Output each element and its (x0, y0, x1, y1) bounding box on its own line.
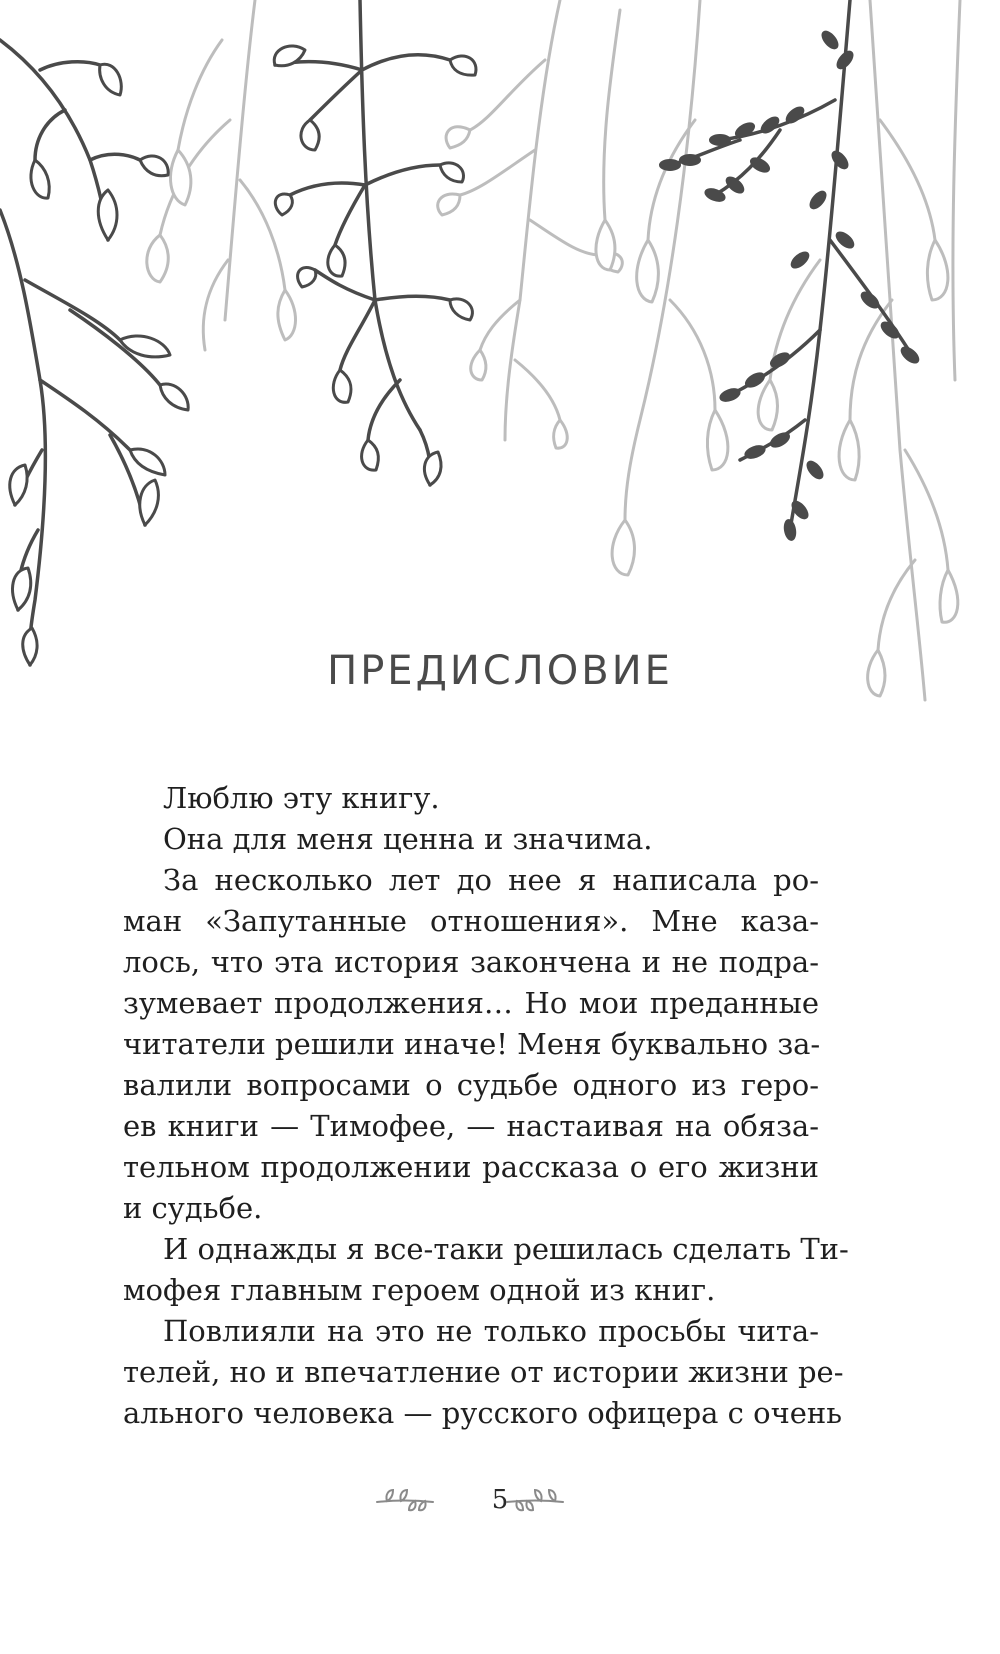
page-title: ПРЕДИСЛОВИЕ (327, 648, 673, 694)
text-line: зумевает продолжения… Но мои преданные (123, 986, 819, 1020)
botanical-illustration (0, 0, 1000, 740)
text-line: За несколько лет до нее я написала ро- (163, 863, 819, 897)
page-number: 5 (491, 1485, 509, 1515)
text-line: Она для меня ценна и значима. (163, 822, 653, 856)
text-line: Люблю эту книгу. (163, 781, 440, 815)
text-line: тельном продолжении рассказа о его жизни (123, 1150, 819, 1184)
body-text (123, 778, 849, 1434)
text-line: читатели решили иначе! Меня буквально за- (123, 1027, 821, 1061)
text-line: мофея главным героем одной из книг. (123, 1273, 716, 1307)
text-line: лось, что эта история закончена и не подра- (123, 945, 819, 979)
text-line: Повлияли на это не только просьбы чита- (163, 1314, 819, 1348)
text-line: ман «Запутанные отношения». Мне каза- (123, 904, 819, 938)
text-line: ального человека — русского офицера с очень (123, 1396, 843, 1430)
text-line: валили вопросами о судьбе одного из геро- (123, 1068, 819, 1102)
page-footer (0, 1480, 1000, 1520)
text-line: ев книги — Тимофее, — настаивая на обяза- (123, 1109, 819, 1143)
right-sprig-icon (505, 1488, 565, 1512)
text-line: телей, но и впечатление от истории жизни ре- (123, 1355, 844, 1389)
text-line: и судьбе. (123, 1191, 263, 1225)
dark-branches (0, 0, 915, 665)
text-line: И однажды я все-таки решилась сделать Ти- (163, 1232, 849, 1266)
